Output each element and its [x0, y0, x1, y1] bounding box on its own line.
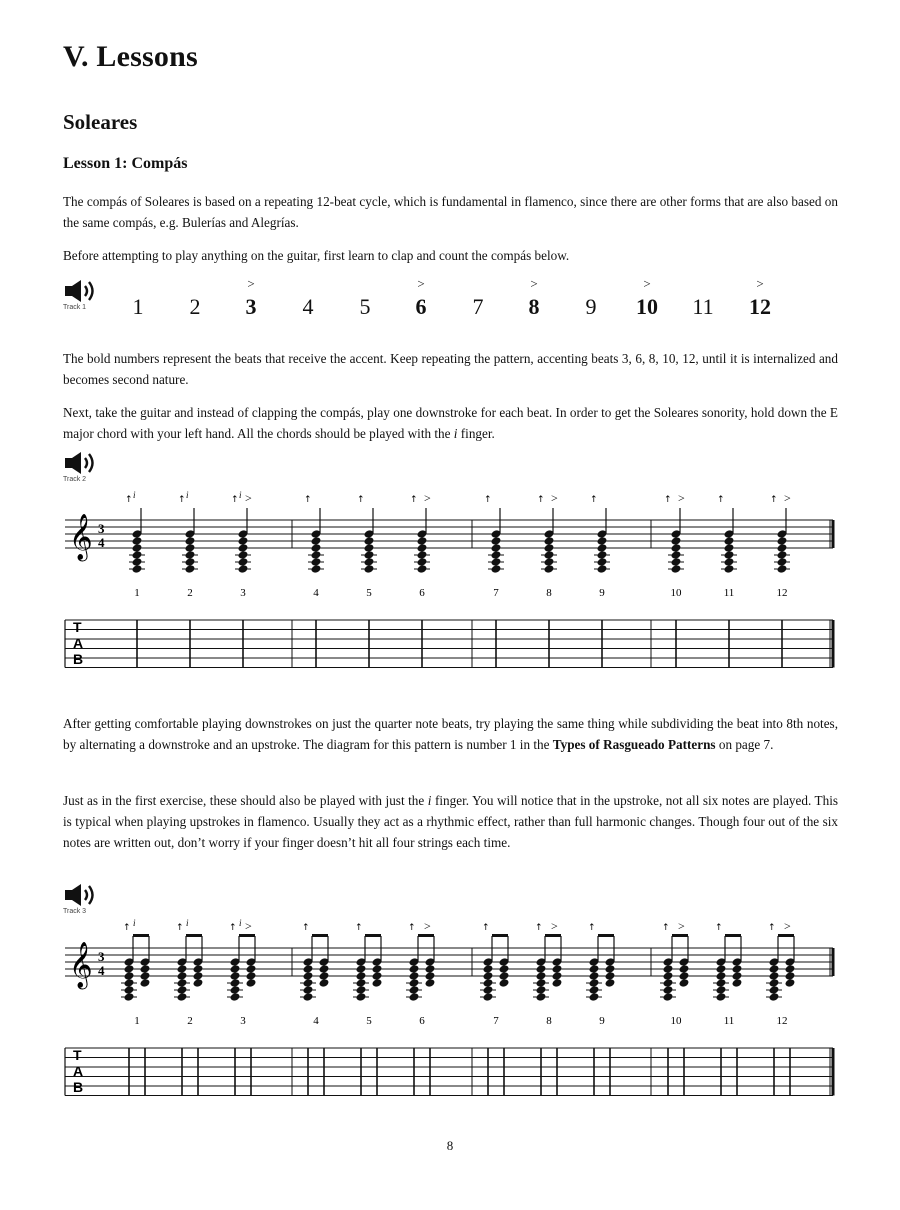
tab-letter: T — [73, 1047, 82, 1063]
downstroke-arrow-icon: ↑ — [125, 495, 133, 505]
tab-letter: A — [73, 1063, 84, 1079]
notehead — [372, 971, 383, 981]
beat-number: 4 — [313, 1015, 319, 1027]
notehead — [319, 971, 330, 981]
notehead — [552, 964, 563, 974]
notehead — [238, 536, 249, 546]
notehead — [589, 971, 600, 981]
audio-track-1[interactable] — [63, 278, 105, 314]
notehead — [417, 536, 428, 546]
downstroke-arrow-icon: ↑ — [662, 923, 670, 933]
downstroke-arrow-icon: ↑ — [302, 923, 310, 933]
notehead — [769, 971, 780, 981]
accent-mark: > — [551, 491, 558, 505]
page-number: 8 — [446, 1138, 454, 1153]
notehead — [605, 978, 616, 988]
notehead — [605, 964, 616, 974]
text: After getting comfortable playing downstrokes on just the quarter note beats, try playing the same thing while subdividing the beat into 8th notes, by alternating a downstroke and an upstroke. The diagram for this pattern is number 1 in the — [63, 716, 838, 752]
accent-mark: > — [417, 276, 425, 291]
text: finger. You will notice that in the upstroke, not all six notes are played. This is typical when playing upstrokes in flamenco. Usually they act as a rhythmic effect, rather than full harmonic changes. Though four out of the six notes are written out, don’t worry if your finger doesn’t hit all four strings each time. — [63, 793, 838, 850]
beat-number: 2 — [187, 1015, 193, 1027]
notehead — [140, 971, 151, 981]
count-beat-1: 1 — [132, 294, 144, 319]
beat-number: 3 — [240, 1015, 246, 1027]
notehead — [671, 536, 682, 546]
notehead — [140, 978, 151, 988]
beat-number: 3 — [240, 587, 246, 599]
accent-mark: > — [784, 491, 791, 505]
notehead — [124, 971, 135, 981]
beam — [672, 934, 688, 937]
notehead — [246, 971, 257, 981]
paragraph-accent-explanation: The bold numbers represent the beats that receive the accent. Keep repeating the pattern, accenting beats 3, 6, 8, 10, 12, until it is internalized and becomes second nature. — [63, 351, 838, 387]
treble-clef-icon: 𝄞 — [69, 514, 93, 560]
downstroke-arrow-icon: ↑ — [410, 495, 418, 505]
downstroke-arrow-icon: ↑ — [229, 923, 237, 933]
downstroke-arrow-icon: ↑ — [482, 923, 490, 933]
notehead — [785, 964, 796, 974]
downstroke-arrow-icon: ↑ — [176, 923, 184, 933]
beam — [312, 934, 328, 937]
finger-label: i — [133, 918, 136, 928]
notehead — [605, 971, 616, 981]
accent-mark: > — [756, 276, 764, 291]
finger-label: i — [186, 918, 189, 928]
beat-number: 11 — [723, 587, 735, 599]
notehead — [356, 971, 367, 981]
beam — [186, 934, 202, 937]
notehead — [724, 536, 735, 546]
notehead — [193, 978, 204, 988]
notehead — [499, 971, 510, 981]
beat-number: 11 — [723, 1015, 735, 1027]
notehead — [785, 971, 796, 981]
downstroke-arrow-icon: ↑ — [123, 923, 131, 933]
notehead — [364, 536, 375, 546]
tab-letter: T — [73, 619, 82, 635]
accent-mark: > — [245, 491, 252, 505]
notehead — [536, 964, 547, 974]
accent-mark: > — [784, 919, 791, 933]
notehead — [663, 971, 674, 981]
notehead — [193, 964, 204, 974]
tab-letter: B — [73, 1079, 84, 1095]
downstroke-arrow-icon: ↑ — [231, 495, 239, 505]
downstroke-arrow-icon: ↑ — [304, 495, 312, 505]
notehead — [552, 978, 563, 988]
downstroke-arrow-icon: ↑ — [357, 495, 365, 505]
notehead — [589, 964, 600, 974]
notehead — [732, 964, 743, 974]
downstroke-arrow-icon: ↑ — [484, 495, 492, 505]
notehead — [671, 543, 682, 553]
tab-letter: A — [73, 635, 84, 651]
notehead — [132, 536, 143, 546]
notehead — [716, 964, 727, 974]
beat-number: 5 — [366, 587, 372, 599]
text: finger. — [457, 426, 495, 441]
notehead — [364, 543, 375, 553]
finger-i: i — [453, 426, 458, 441]
beam — [133, 934, 149, 937]
notehead — [491, 536, 502, 546]
beat-number: 7 — [493, 587, 499, 599]
audio-track-3[interactable] — [63, 882, 105, 918]
finger-label: i — [186, 490, 189, 500]
downstroke-arrow-icon: ↑ — [770, 495, 778, 505]
speaker-icon — [63, 882, 101, 908]
time-signature-top: 3 — [98, 521, 105, 536]
downstroke-arrow-icon: ↑ — [715, 923, 723, 933]
count-beat-8: 8 — [528, 294, 540, 319]
accent-mark: > — [678, 491, 685, 505]
paragraph-intro: The compás of Soleares is based on a repeating 12-beat cycle, which is fundamental in flamenco, since there are other forms that are also based on the same compás, e.g. Bulerías and Alegrías. — [63, 194, 838, 230]
beat-number: 2 — [187, 587, 193, 599]
count-beat-11: 11 — [692, 294, 714, 319]
notehead — [663, 964, 674, 974]
notehead — [544, 536, 555, 546]
count-beat-2: 2 — [189, 294, 201, 319]
notehead — [230, 964, 241, 974]
count-beat-5: 5 — [359, 294, 371, 319]
notehead — [177, 971, 188, 981]
downstroke-arrow-icon: ↑ — [588, 923, 596, 933]
notehead — [372, 964, 383, 974]
beat-number: 9 — [599, 1015, 605, 1027]
notehead — [483, 964, 494, 974]
notehead — [716, 971, 727, 981]
finger-label: i — [133, 490, 136, 500]
beam — [778, 934, 794, 937]
notehead — [777, 536, 788, 546]
count-beat-4: 4 — [302, 294, 314, 319]
notehead — [372, 978, 383, 988]
notehead — [185, 543, 196, 553]
paragraph-subdivision-instruction — [63, 713, 838, 755]
beat-number: 6 — [419, 587, 425, 599]
beam — [545, 934, 561, 937]
beam — [365, 934, 381, 937]
downstroke-arrow-icon: ↑ — [178, 495, 186, 505]
notehead — [319, 978, 330, 988]
accent-mark: > — [247, 276, 255, 291]
notehead — [417, 543, 428, 553]
beam — [598, 934, 614, 937]
notation-staff-1 — [0, 490, 900, 690]
notehead — [769, 964, 780, 974]
downstroke-arrow-icon: ↑ — [590, 495, 598, 505]
notehead — [777, 543, 788, 553]
count-beat-7: 7 — [472, 294, 484, 319]
notehead — [124, 964, 135, 974]
count-beat-10: 10 — [636, 294, 658, 319]
paragraph-downstroke-instruction — [63, 402, 838, 444]
notehead — [246, 978, 257, 988]
beat-number: 8 — [546, 1015, 552, 1027]
notehead — [311, 543, 322, 553]
text: Just as in the first exercise, these should also be played with just the — [63, 793, 428, 808]
accent-mark: > — [643, 276, 651, 291]
beat-number: 4 — [313, 587, 319, 599]
beat-number: 10 — [670, 587, 682, 599]
accent-mark: > — [678, 919, 685, 933]
notehead — [425, 964, 436, 974]
section-title: Soleares — [63, 110, 138, 134]
beat-number: 7 — [493, 1015, 499, 1027]
notehead — [499, 964, 510, 974]
accent-mark: > — [530, 276, 538, 291]
beat-number: 1 — [134, 587, 140, 599]
downstroke-arrow-icon: ↑ — [664, 495, 672, 505]
downstroke-arrow-icon: ↑ — [408, 923, 416, 933]
speaker-icon — [63, 278, 101, 304]
beat-number: 6 — [419, 1015, 425, 1027]
time-signature-bottom: 4 — [98, 535, 105, 550]
beat-number: 12 — [776, 587, 788, 599]
notehead — [193, 971, 204, 981]
notehead — [536, 971, 547, 981]
speaker-icon — [63, 450, 101, 476]
notehead — [483, 971, 494, 981]
downstroke-arrow-icon: ↑ — [535, 923, 543, 933]
beam — [725, 934, 741, 937]
beat-number: 12 — [776, 1015, 788, 1027]
text: Next, take the guitar and instead of clapping the compás, play one downstroke for each beat. In order to get the Soleares sonority, hold down the E major chord with your left hand. All the chords should be played with the — [63, 405, 838, 441]
track-label: Track 2 — [63, 476, 87, 483]
track-label: Track 1 — [63, 304, 87, 311]
beat-number: 8 — [546, 587, 552, 599]
notehead — [319, 964, 330, 974]
notehead — [425, 978, 436, 988]
paragraph-upstroke-explanation — [63, 790, 838, 853]
track-label: Track 3 — [63, 908, 87, 915]
notehead — [679, 978, 690, 988]
notehead — [491, 543, 502, 553]
notehead — [499, 978, 510, 988]
time-signature-bottom: 4 — [98, 963, 105, 978]
notehead — [732, 978, 743, 988]
beat-number: 5 — [366, 1015, 372, 1027]
accent-mark: > — [424, 491, 431, 505]
downstroke-arrow-icon: ↑ — [768, 923, 776, 933]
finger-label: i — [239, 918, 242, 928]
accent-mark: > — [245, 919, 252, 933]
notehead — [303, 964, 314, 974]
notehead — [409, 964, 420, 974]
pattern-reference: Types of Rasgueado Patterns — [552, 737, 716, 752]
downstroke-arrow-icon: ↑ — [537, 495, 545, 505]
tab-letter: B — [73, 651, 84, 667]
notehead — [425, 971, 436, 981]
beat-number: 10 — [670, 1015, 682, 1027]
notehead — [185, 536, 196, 546]
notehead — [177, 964, 188, 974]
notehead — [246, 964, 257, 974]
beam — [418, 934, 434, 937]
notehead — [140, 964, 151, 974]
beat-number: 1 — [134, 1015, 140, 1027]
notehead — [230, 971, 241, 981]
lesson-title: Lesson 1: Compás — [63, 155, 188, 172]
notehead — [552, 971, 563, 981]
notation-staff-2 — [0, 918, 900, 1133]
notehead — [311, 536, 322, 546]
notehead — [356, 964, 367, 974]
page-heading: V. Lessons — [63, 40, 198, 73]
count-beat-3: 3 — [245, 294, 257, 319]
finger-label: i — [239, 490, 242, 500]
count-beat-9: 9 — [585, 294, 597, 319]
notehead — [597, 543, 608, 553]
notehead — [132, 543, 143, 553]
notehead — [785, 978, 796, 988]
text: on page 7. — [715, 737, 774, 752]
accent-mark: > — [551, 919, 558, 933]
finger-i: i — [427, 793, 432, 808]
time-signature-top: 3 — [98, 949, 105, 964]
downstroke-arrow-icon: ↑ — [355, 923, 363, 933]
beam — [239, 934, 255, 937]
accent-mark: > — [424, 919, 431, 933]
count-beat-12: 12 — [749, 294, 771, 319]
audio-track-2[interactable] — [63, 450, 105, 486]
notehead — [724, 543, 735, 553]
notehead — [679, 971, 690, 981]
notehead — [597, 536, 608, 546]
notehead — [409, 971, 420, 981]
treble-clef-icon: 𝄞 — [69, 942, 93, 988]
notehead — [732, 971, 743, 981]
paragraph-clap-instruction: Before attempting to play anything on the guitar, first learn to clap and count the compás below. — [63, 248, 570, 263]
notehead — [303, 971, 314, 981]
beat-number: 9 — [599, 587, 605, 599]
notehead — [679, 964, 690, 974]
downstroke-arrow-icon: ↑ — [717, 495, 725, 505]
count-beat-6: 6 — [415, 294, 427, 319]
notehead — [238, 543, 249, 553]
notehead — [544, 543, 555, 553]
beam — [492, 934, 508, 937]
